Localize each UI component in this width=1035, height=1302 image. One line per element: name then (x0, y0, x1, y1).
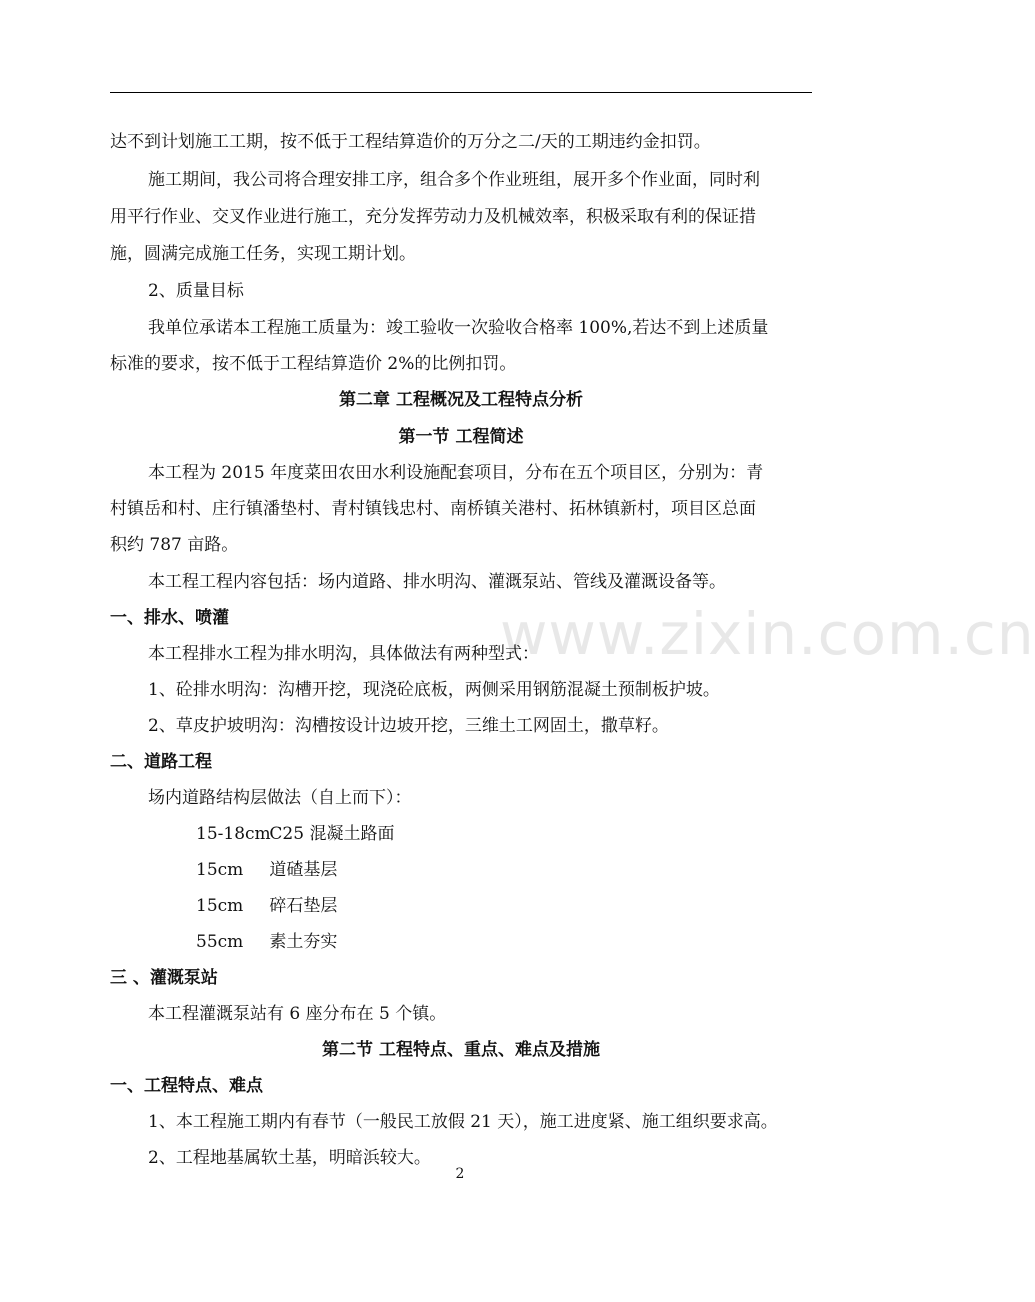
heading-features: 一、工程特点、难点 (110, 1076, 263, 1096)
paragraph-line: 本工程工程内容包括：场内道路、排水明沟、灌溉泵站、管线及灌溉设备等。 (148, 572, 726, 592)
road-layer-row (196, 930, 898, 954)
paragraph-line: 标准的要求，按不低于工程结算造价 2%的比例扣罚。 (110, 354, 517, 374)
layer-thickness: 15cm (196, 896, 244, 916)
heading-pump: 三 、灌溉泵站 (110, 968, 218, 988)
paragraph-line: 本工程灌溉泵站有 6 座分布在 5 个镇。 (148, 1004, 447, 1024)
paragraph-line: 本工程排水工程为排水明沟，具体做法有两种型式： (148, 644, 539, 664)
section-title: 第一节 工程简述 (398, 427, 524, 447)
paragraph-line: 达不到计划施工工期，按不低于工程结算造价的万分之二/天的工期违约金扣罚。 (110, 132, 711, 152)
page-number: 2 (455, 1166, 465, 1182)
layer-material: C25 混凝土路面 (269, 824, 395, 844)
list-item: 1、砼排水明沟：沟槽开挖，现浇砼底板，两侧采用钢筋混凝土预制板护坡。 (148, 680, 720, 700)
list-item: 2、草皮护坡明沟：沟槽按设计边坡开挖，三维土工网固土，撒草籽。 (148, 716, 669, 736)
paragraph-line: 用平行作业、交叉作业进行施工，充分发挥劳动力及机械效率，积极采取有利的保证措 (110, 207, 756, 227)
watermark: www.zixin.com.cn (500, 600, 1035, 668)
paragraph-line: 施工期间，我公司将合理安排工序，组合多个作业班组，展开多个作业面，同时利 (148, 170, 760, 190)
road-layer-row (196, 858, 898, 882)
layer-thickness: 15-18cm (196, 824, 271, 844)
header-rule (110, 92, 812, 93)
road-layer-row (196, 822, 898, 846)
section-title: 第二节 工程特点、重点、难点及措施 (322, 1040, 600, 1060)
heading-road: 二、道路工程 (110, 752, 212, 772)
layer-thickness: 15cm (196, 860, 244, 880)
paragraph-line: 本工程为 2015 年度菜田农田水利设施配套项目，分布在五个项目区，分别为：青 (148, 463, 764, 483)
paragraph-line: 积约 787 亩路。 (110, 535, 239, 555)
layer-material: 素土夯实 (269, 932, 338, 952)
paragraph-line: 场内道路结构层做法（自上而下）： (148, 788, 412, 808)
paragraph-line: 我单位承诺本工程施工质量为：竣工验收一次验收合格率 100%,若达不到上述质量 (148, 318, 769, 338)
heading-drain: 一、排水、喷灌 (110, 608, 229, 628)
layer-material: 道碴基层 (269, 860, 338, 880)
quality-heading: 2、质量目标 (148, 281, 244, 301)
chapter-title: 第二章 工程概况及工程特点分析 (339, 390, 583, 410)
paragraph-line: 施，圆满完成施工任务，实现工期计划。 (110, 244, 416, 264)
road-layer-row (196, 894, 898, 918)
layer-material: 碎石垫层 (269, 896, 338, 916)
paragraph-line: 村镇岳和村、庄行镇潘垫村、青村镇钱忠村、南桥镇关港村、拓林镇新村，项目区总面 (110, 499, 756, 519)
list-item: 2、工程地基属软土基，明暗浜较大。 (148, 1148, 431, 1168)
layer-thickness: 55cm (196, 932, 244, 952)
list-item: 1、本工程施工期内有春节（一般民工放假 21 天），施工进度紧、施工组织要求高。 (148, 1112, 778, 1132)
